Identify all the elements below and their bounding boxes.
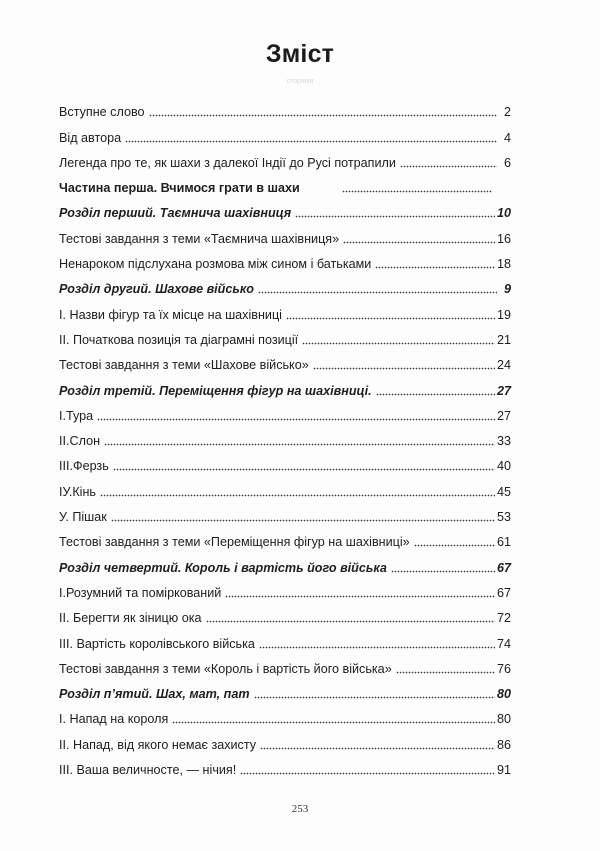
dot-leader bbox=[100, 494, 495, 497]
table-of-contents bbox=[59, 95, 511, 778]
toc-entry bbox=[59, 424, 511, 449]
toc-entry-label: ІІ. Початкова позиція та діаграмні позиції bbox=[59, 332, 299, 347]
page-number: 253 bbox=[291, 803, 309, 815]
toc-entry-page: 86 bbox=[496, 737, 511, 752]
toc-entry-page: 24 bbox=[496, 358, 511, 373]
toc-entry bbox=[59, 601, 511, 626]
dot-leader bbox=[206, 620, 495, 623]
toc-entry-page: 6 bbox=[503, 155, 511, 170]
toc-entry-page: 72 bbox=[496, 611, 511, 626]
toc-entry-label: ІІ.Слон bbox=[59, 434, 101, 449]
toc-entry bbox=[59, 323, 511, 348]
dot-leader bbox=[172, 721, 495, 724]
toc-chapter-entry bbox=[59, 196, 511, 221]
toc-chapter-entry bbox=[59, 272, 511, 297]
toc-entry-label: Тестові завдання з теми «Король і вартість його війська» bbox=[59, 661, 392, 676]
toc-entry-page: 76 bbox=[496, 661, 511, 676]
toc-entry-page: 74 bbox=[496, 636, 511, 651]
toc-entry bbox=[59, 348, 511, 373]
dot-leader bbox=[259, 646, 495, 649]
toc-entry-label: Розділ другий. Шахове військо bbox=[59, 282, 254, 297]
dot-leader bbox=[240, 772, 495, 775]
toc-entry bbox=[59, 146, 511, 171]
toc-entry bbox=[59, 120, 511, 145]
dot-leader bbox=[342, 190, 492, 193]
toc-entry-label: Тестові завдання з теми «Шахове військо» bbox=[59, 358, 309, 373]
toc-entry-label: Розділ третій. Переміщення фігур на шахівниці. bbox=[59, 383, 372, 398]
toc-entry-label: Ненароком підслухана розмова між сином і батьками bbox=[59, 257, 372, 272]
toc-entry-label: Частина перша. Вчимося грати в шахи bbox=[59, 181, 300, 196]
toc-entry-label: Розділ перший. Таємнича шахівниця bbox=[59, 206, 292, 221]
dot-leader bbox=[111, 519, 495, 522]
dot-leader bbox=[414, 544, 495, 547]
toc-entry bbox=[59, 702, 511, 727]
dot-leader bbox=[286, 317, 495, 320]
toc-entry-label: ІІІ.Ферзь bbox=[59, 459, 109, 474]
dot-leader bbox=[375, 266, 495, 269]
dot-leader bbox=[391, 570, 495, 573]
toc-entry-label: Тестові завдання з теми «Таємнича шахівниця» bbox=[59, 231, 340, 246]
toc-entry-page: 9 bbox=[503, 282, 511, 297]
toc-entry-page: 80 bbox=[496, 687, 511, 702]
faint-subtitle: сторінки bbox=[286, 78, 314, 85]
toc-entry bbox=[59, 652, 511, 677]
toc-entry bbox=[59, 247, 511, 272]
toc-entry bbox=[59, 626, 511, 651]
toc-entry-label: Розділ четвертий. Король і вартість його війська bbox=[59, 560, 387, 575]
toc-part-heading bbox=[59, 171, 511, 196]
toc-entry-page: 67 bbox=[496, 560, 511, 575]
dot-leader bbox=[313, 367, 495, 370]
dot-leader bbox=[376, 393, 495, 396]
dot-leader bbox=[396, 671, 495, 674]
toc-entry-label: Вступне слово bbox=[59, 105, 145, 120]
toc-entry bbox=[59, 500, 511, 525]
toc-entry-page: 45 bbox=[496, 484, 511, 499]
toc-entry-page: 21 bbox=[496, 332, 511, 347]
toc-entry bbox=[59, 95, 511, 120]
dot-leader bbox=[225, 595, 495, 598]
toc-entry bbox=[59, 221, 511, 246]
toc-entry bbox=[59, 753, 511, 778]
dot-leader bbox=[343, 241, 495, 244]
toc-entry bbox=[59, 525, 511, 550]
toc-entry-page: 80 bbox=[496, 712, 511, 727]
toc-entry-page: 40 bbox=[496, 459, 511, 474]
toc-entry-label: І. Назви фігур та їх місце на шахівниці bbox=[59, 307, 282, 322]
toc-entry-page: 91 bbox=[496, 763, 511, 778]
toc-entry-page: 53 bbox=[496, 510, 511, 525]
toc-entry-label: І. Напад на короля bbox=[59, 712, 169, 727]
dot-leader bbox=[149, 114, 497, 117]
dot-leader bbox=[295, 215, 495, 218]
toc-entry-page: 67 bbox=[496, 585, 511, 600]
toc-entry-page: 27 bbox=[496, 383, 511, 398]
dot-leader bbox=[258, 291, 497, 294]
toc-chapter-entry bbox=[59, 550, 511, 575]
toc-entry-label: ІІ. Берегти як зіницю ока bbox=[59, 611, 202, 626]
toc-entry-page: 61 bbox=[496, 535, 511, 550]
dot-leader bbox=[97, 418, 495, 421]
toc-entry-page: 4 bbox=[503, 130, 511, 145]
dot-leader bbox=[113, 468, 495, 471]
dot-leader bbox=[125, 140, 497, 143]
dot-leader bbox=[400, 165, 497, 168]
toc-entry-label: Легенда про те, як шахи з далекої Індії до Русі потрапили bbox=[59, 155, 396, 170]
toc-entry-page: 10 bbox=[496, 206, 511, 221]
toc-entry-page: 19 bbox=[496, 307, 511, 322]
toc-entry-label: Розділ п’ятий. Шах, мат, пат bbox=[59, 687, 250, 702]
toc-entry-label: ІІІ. Вартість королівського війська bbox=[59, 636, 255, 651]
toc-chapter-entry bbox=[59, 373, 511, 398]
toc-entry-label: У. Пішак bbox=[59, 510, 107, 525]
toc-entry-label: ІУ.Кінь bbox=[59, 484, 96, 499]
toc-entry-page: 2 bbox=[503, 105, 511, 120]
toc-entry bbox=[59, 449, 511, 474]
toc-entry-label: І.Розумний та поміркований bbox=[59, 585, 222, 600]
toc-entry bbox=[59, 474, 511, 499]
toc-entry-page: 27 bbox=[496, 408, 511, 423]
toc-entry-page: 16 bbox=[496, 231, 511, 246]
toc-entry-label: ІІІ. Ваша величносте, — нічия! bbox=[59, 763, 237, 778]
dot-leader bbox=[254, 696, 495, 699]
toc-entry-label: Тестові завдання з теми «Переміщення фігур на шахівниці» bbox=[59, 535, 410, 550]
toc-entry-page: 33 bbox=[496, 434, 511, 449]
toc-entry bbox=[59, 727, 511, 752]
toc-entry-label: Від автора bbox=[59, 130, 122, 145]
toc-entry bbox=[59, 297, 511, 322]
toc-entry-page: 18 bbox=[496, 257, 511, 272]
page-title: Зміст bbox=[265, 40, 335, 68]
dot-leader bbox=[104, 443, 495, 446]
toc-entry-label: І.Тура bbox=[59, 408, 94, 423]
toc-chapter-entry bbox=[59, 677, 511, 702]
toc-entry bbox=[59, 576, 511, 601]
dot-leader bbox=[260, 747, 495, 750]
toc-entry-label: ІІ. Напад, від якого немає захисту bbox=[59, 737, 257, 752]
dot-leader bbox=[302, 342, 495, 345]
toc-entry bbox=[59, 399, 511, 424]
